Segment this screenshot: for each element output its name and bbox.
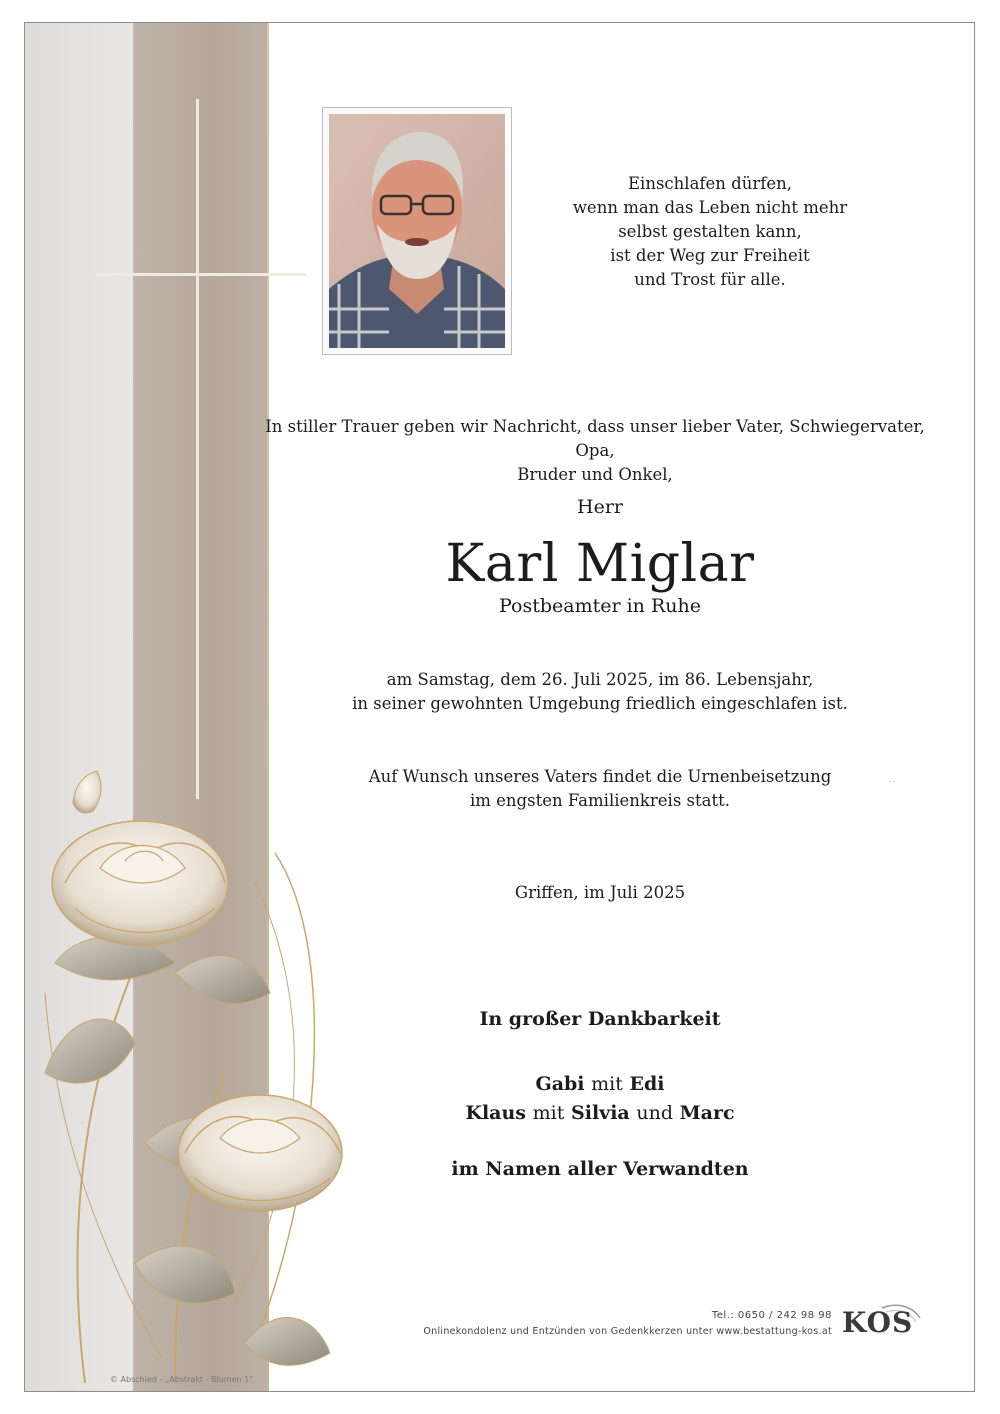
burial-notice xyxy=(300,765,900,813)
intro-line: Bruder und Onkel, xyxy=(517,465,673,484)
rosebud-icon xyxy=(73,771,101,813)
connector-word: und xyxy=(636,1102,673,1124)
occupation: Postbeamter in Ruhe xyxy=(499,595,701,617)
portrait-image xyxy=(329,114,505,348)
footer-phone: Tel.: 0650 / 242 98 98 xyxy=(711,1310,832,1321)
poem-line: ist der Weg zur Freiheit xyxy=(610,246,810,265)
stray-dots: . . xyxy=(889,777,895,784)
cross-icon-vertical xyxy=(196,99,199,799)
poem-line: Einschlafen dürfen, xyxy=(628,174,792,193)
connector-word: mit xyxy=(532,1102,565,1124)
mourner-family-2 xyxy=(350,1102,850,1124)
burial-line: Auf Wunsch unseres Vaters findet die Urnenbeisetzung xyxy=(368,767,832,786)
leaf-icon xyxy=(135,1246,235,1303)
intro-line: In stiller Trauer geben wir Nachricht, dass unser lieber Vater, Schwiegervater, Opa, xyxy=(265,417,925,460)
image-credit: © Abschied - „Abstrakt - Blumen 1“ xyxy=(110,1375,254,1384)
mourner-name: Marc xyxy=(679,1102,735,1124)
rose-icon xyxy=(52,821,228,945)
connector-word: mit xyxy=(591,1073,623,1095)
rose-icon xyxy=(178,1095,342,1211)
leaf-icon xyxy=(245,1318,330,1366)
kos-logo xyxy=(842,1300,922,1340)
footer-online-condolence: Onlinekondolenz und Entzünden von Gedenkkerzen unter www.bestattung-kos.at xyxy=(423,1326,832,1337)
intro-text xyxy=(255,415,935,487)
death-notice xyxy=(300,668,900,716)
death-line: in seiner gewohnten Umgebung friedlich eingeschlafen ist. xyxy=(352,694,848,713)
portrait-photo xyxy=(322,107,512,355)
mourner-name: Silvia xyxy=(571,1102,630,1124)
thanks-line: In großer Dankbarkeit xyxy=(479,1008,721,1030)
leaf-icon xyxy=(45,1019,135,1083)
burial-line: im engsten Familienkreis statt. xyxy=(470,791,730,810)
poem xyxy=(560,172,860,292)
poem-line: wenn man das Leben nicht mehr xyxy=(572,198,848,217)
mourner-name: Edi xyxy=(629,1073,665,1095)
mourner-name: Gabi xyxy=(535,1073,585,1095)
mourner-name: Klaus xyxy=(465,1102,527,1124)
logo-text: KOS xyxy=(842,1306,914,1339)
white-roses-illustration xyxy=(25,743,355,1392)
poem-line: und Trost für alle. xyxy=(634,270,786,289)
place-date: Griffen, im Juli 2025 xyxy=(514,883,686,902)
relatives-line: im Namen aller Verwandten xyxy=(451,1158,749,1180)
leaf-icon xyxy=(175,956,270,1004)
poem-line: selbst gestalten kann, xyxy=(618,222,802,241)
deceased-name: Karl Miglar xyxy=(445,534,755,594)
cross-icon-horizontal xyxy=(95,273,306,276)
honorific: Herr xyxy=(577,496,623,518)
death-line: am Samstag, dem 26. Juli 2025, im 86. Lebensjahr, xyxy=(386,670,814,689)
mourner-family-1 xyxy=(350,1073,850,1095)
